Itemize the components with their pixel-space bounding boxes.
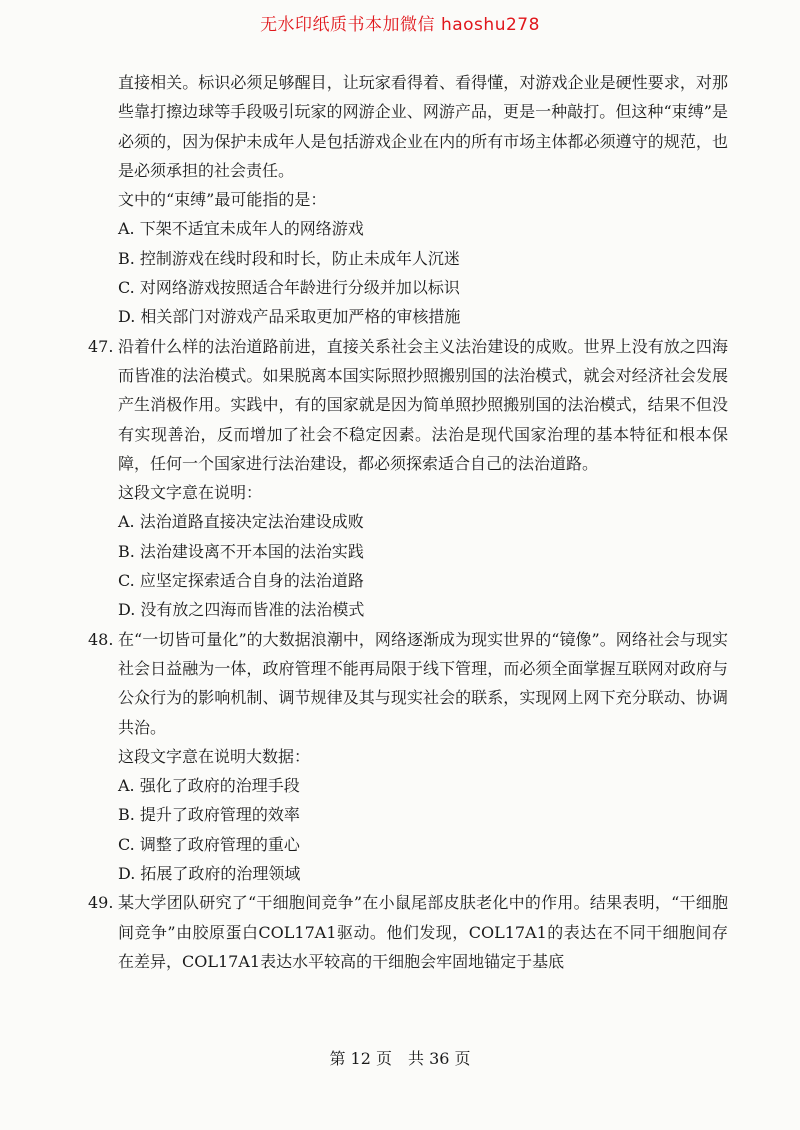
question-48-option-a: A. 强化了政府的治理手段 <box>118 776 300 796</box>
question-48-passage: 在“一切皆可量化”的大数据浪潮中，网络逐渐成为现实世界的“镜像”。网络社会与现实社会日益融为一体，政府管理不能再局限于线下管理，而必须全面掌握互联网对政府与公众行为的影响机制、调节规律及其与现实社会的联系，实现网上网下充分联动、协调共治。 <box>118 629 728 737</box>
question-47-option-d: D. 没有放之四海而皆准的法治模式 <box>118 600 365 620</box>
question-46-passage: 直接相关。标识必须足够醒目，让玩家看得着、看得懂，对游戏企业是硬性要求，对那些靠打擦边球等手段吸引玩家的网游企业、网游产品，更是一种敲打。但这种“束缚”是必须的，因为保护未成年人是包括游戏企业在内的所有市场主体都必须遵守的规范，也是必须承担的社会责任。 <box>118 73 728 180</box>
question-49 <box>88 888 728 976</box>
question-48-option-c: C. 调整了政府管理的重心 <box>118 834 300 854</box>
question-46-option-c: C. 对网络游戏按照适合年龄进行分级并加以标识 <box>118 278 460 298</box>
question-46-option-a: A. 下架不适宜未成年人的网络游戏 <box>118 219 364 239</box>
question-46 <box>88 68 728 332</box>
question-48-option-d: D. 拓展了政府的治理领域 <box>118 864 301 884</box>
question-47-passage: 沿着什么样的法治道路前进，直接关系社会主义法治建设的成败。世界上没有放之四海而皆准的法治模式。如果脱离本国实际照抄照搬别国的法治模式，就会对经济社会发展产生消极作用。实践中，有的国家就是因为简单照抄照搬别国的法治模式，结果不但没有实现善治，反而增加了社会不稳定因素。法治是现代国家治理的基本特征和根本保障，任何一个国家进行法治建设，都必须探索适合自己的法治道路。 <box>118 336 728 473</box>
question-46-option-d: D. 相关部门对游戏产品采取更加严格的审核措施 <box>118 307 461 327</box>
question-49-passage: 某大学团队研究了“干细胞间竞争”在小鼠尾部皮肤老化中的作用。结果表明，“干细胞间竞争”由胶原蛋白COL17A1驱动。他们发现，COL17A1的表达在不同干细胞间存在差异，COL17A1表达水平较高的干细胞会牢固地锚定于基底 <box>118 893 728 971</box>
watermark-text: 无水印纸质书本加微信 haoshu278 <box>260 15 540 35</box>
question-47-option-a: A. 法治道路直接决定法治建设成败 <box>118 512 364 532</box>
question-47-prompt: 这段文字意在说明： <box>118 483 263 503</box>
question-47-option-c: C. 应坚定探索适合自身的法治道路 <box>118 571 364 591</box>
question-46-option-b: B. 控制游戏在线时段和时长，防止未成年人沉迷 <box>118 248 460 268</box>
question-47 <box>88 332 728 625</box>
question-48-number: 48. <box>88 629 114 649</box>
question-48-prompt: 这段文字意在说明大数据： <box>118 746 311 766</box>
question-49-number: 49. <box>88 893 114 913</box>
question-46-prompt: 文中的“束缚”最可能指的是： <box>118 190 327 210</box>
question-47-option-b: B. 法治建设离不开本国的法治实践 <box>118 541 364 561</box>
page-number-footer: 第 12 页 共 36 页 <box>329 1049 471 1068</box>
question-48-option-b: B. 提升了政府管理的效率 <box>118 805 300 825</box>
question-47-number: 47. <box>88 336 114 356</box>
page-content <box>88 68 728 976</box>
question-48 <box>88 625 728 889</box>
